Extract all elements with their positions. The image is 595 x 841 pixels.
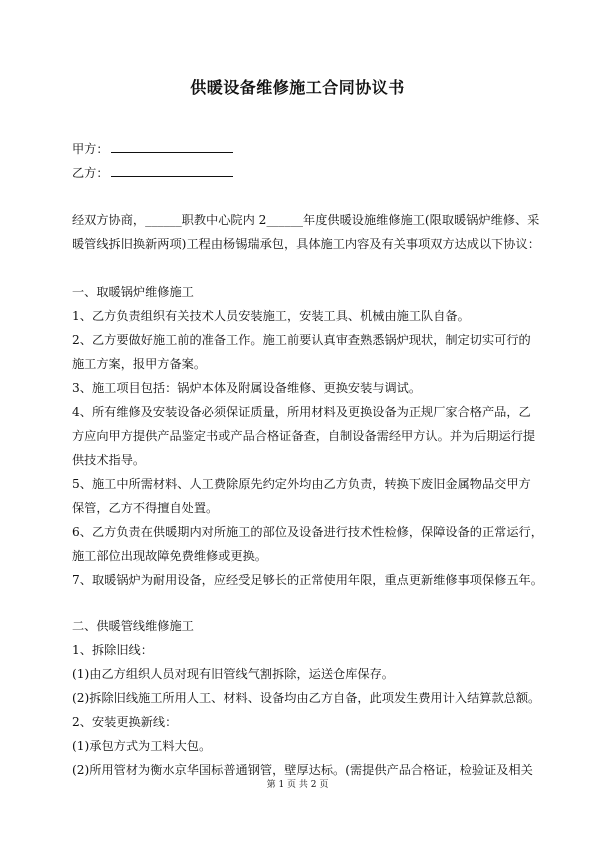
intro-line-1: 经双方协商，______职教中心院内 2______年度供暖设施维修施工(限取暖锅炉维修、采 [72, 213, 540, 227]
section-1-item-4-line-1: 4、所有维修及安装设备必须保证质量，所用材料及更换设备为正规厂家合格产品，乙 [72, 405, 531, 419]
section-1-item-2-line-1: 2、乙方要做好施工前的准备工作。施工前要认真审查熟悉锅炉现状，制定切实可行的 [72, 333, 531, 347]
section-1-item-3: 3、施工项目包括：锅炉本体及附属设备维修、更换安装与调试。 [72, 381, 422, 395]
section-1-item-6-line-1: 6、乙方负责在供暖期内对所施工的部位及设备进行技术性检修，保障设备的正常运行， [72, 525, 543, 539]
section-1-heading: 一、取暖锅炉维修施工 [72, 285, 194, 299]
section-2-item-2: 2、安装更换新线： [72, 715, 178, 729]
section-1-item-5-line-1: 5、施工中所需材料、人工费除原先约定外均由乙方负责，转换下废旧金属物品交甲方 [72, 477, 531, 491]
section-2-item-2-sub-1: (1)承包方式为工料大包。 [72, 739, 212, 753]
party-b-label: 乙方： [72, 166, 109, 180]
section-1-item-5-line-2: 保管，乙方不得擅自处置。 [72, 501, 219, 515]
party-b-blank [111, 165, 233, 177]
intro-line-2: 暖管线拆旧换新两项)工程由杨锡瑞承包，具体施工内容及有关事项双方达成以下协议： [72, 237, 540, 251]
party-a-line [72, 141, 233, 157]
document-title: 供暖设备维修施工合同协议书 [190, 78, 405, 97]
section-2-item-1: 1、拆除旧线： [72, 643, 153, 657]
section-2-item-1-sub-1: (1)由乙方组织人员对现有旧管线气割拆除，运送仓库保存。 [72, 667, 394, 681]
section-1-item-4-line-3: 供技术指导。 [72, 453, 146, 467]
section-1-item-1: 1、乙方负责组织有关技术人员安装施工，安装工具、机械由施工队自备。 [72, 309, 470, 323]
page-footer: 第 1 页 共 2 页 [266, 780, 329, 790]
party-a-blank [111, 141, 233, 153]
section-2-heading: 二、供暖管线维修施工 [72, 619, 194, 633]
section-2-item-2-sub-2: (2)所用管材为衡水京华国标普通钢管，壁厚达标。(需提供产品合格证，检验证及相关 [72, 763, 533, 777]
section-1-item-4-line-2: 方应向甲方提供产品鉴定书或产品合格证备查，自制设备需经甲方认。并为后期运行提 [72, 429, 536, 443]
party-b-line [72, 165, 233, 181]
section-1-item-6-line-2: 施工部位出现故障免费维修或更换。 [72, 549, 267, 563]
section-1-item-7: 7、取暖锅炉为耐用设备，应经受足够长的正常使用年限，重点更新维修事项保修五年。 [72, 573, 543, 587]
section-1-item-2-line-2: 施工方案，报甲方备案。 [72, 357, 207, 371]
party-a-label: 甲方： [72, 142, 109, 156]
section-2-item-1-sub-2: (2)拆除旧线施工所用人工、材料、设备均由乙方自备，此项发生费用计入结算款总额。 [72, 691, 541, 705]
